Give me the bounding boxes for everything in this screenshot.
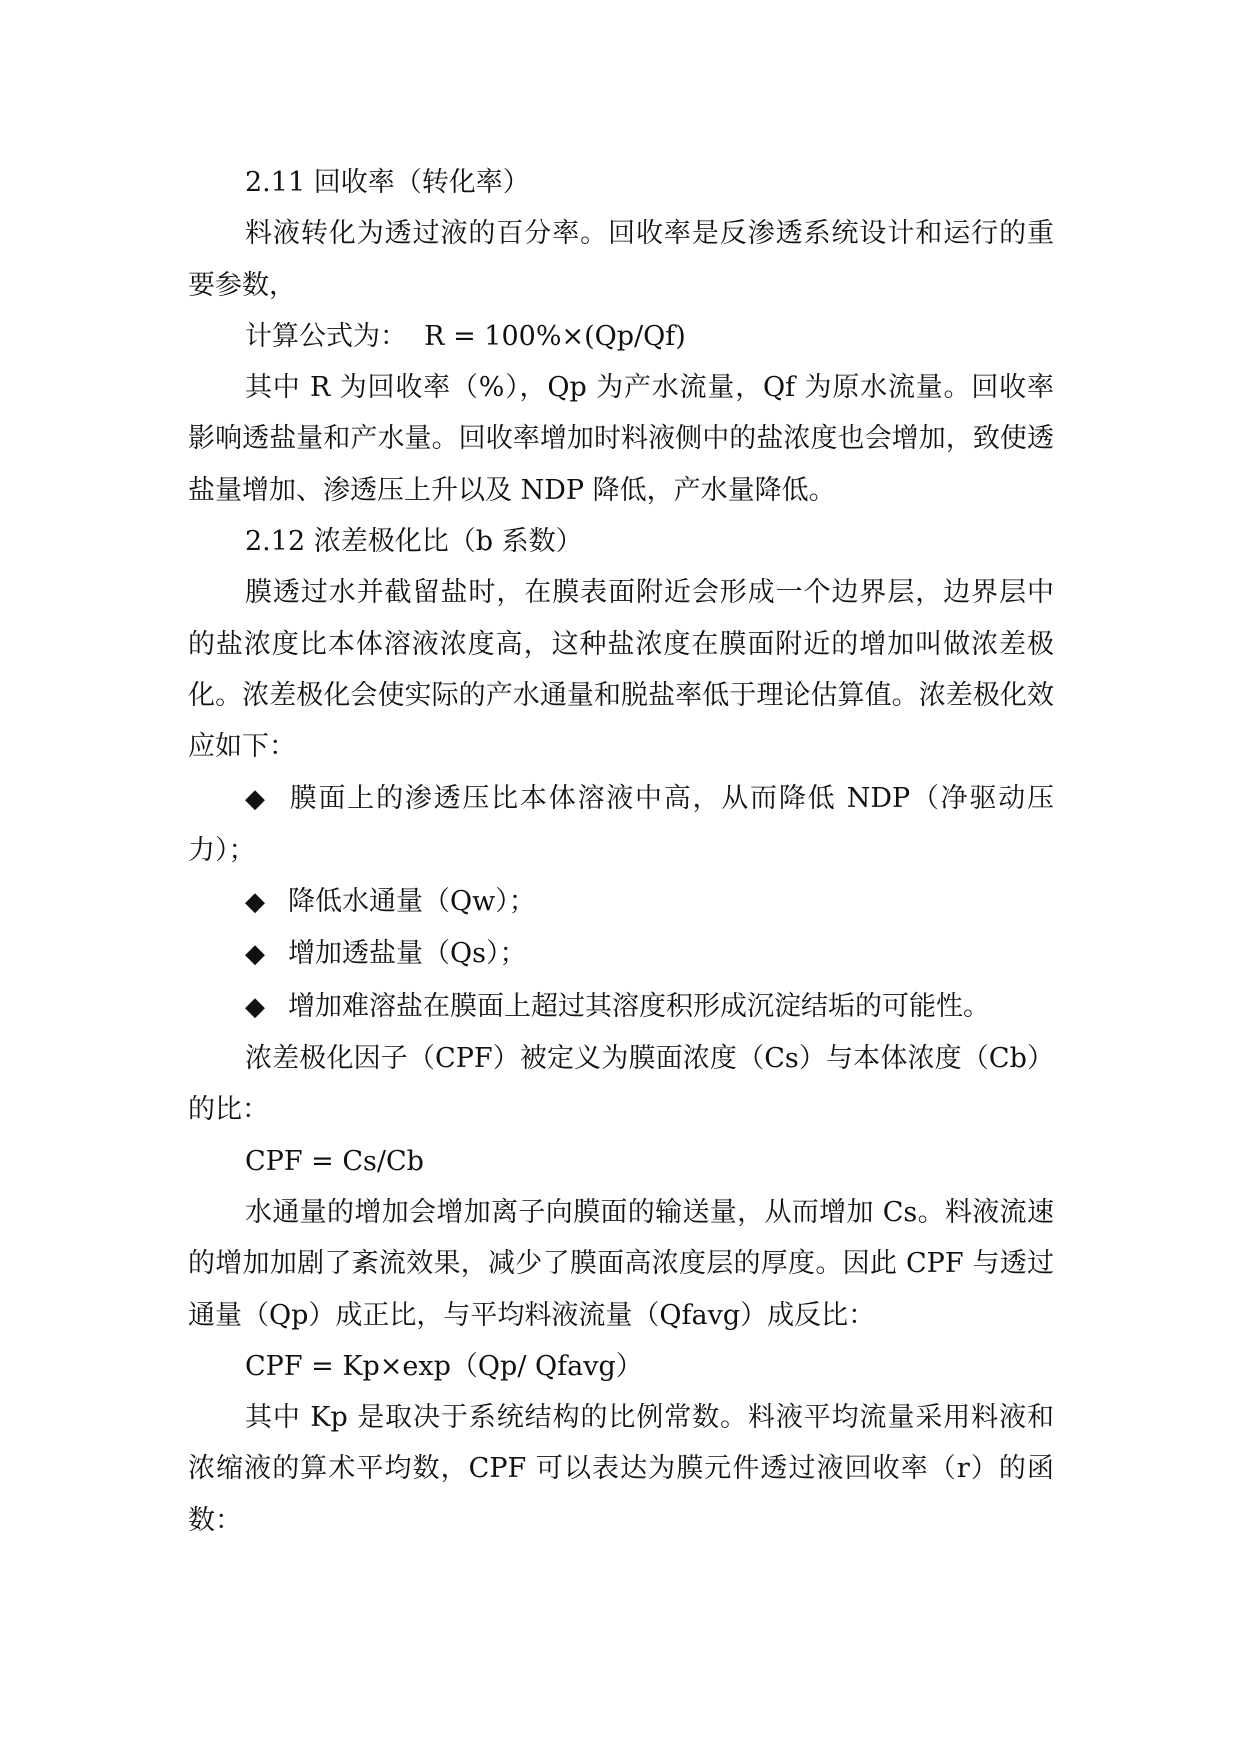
- paragraph-polarization-definition: 膜透过水并截留盐时，在膜表面附近会形成一个边界层，边界层中的盐浓度比本体溶液浓度高，这种盐浓度在膜面附近的增加叫做浓差极化。浓差极化会使实际的产水通量和脱盐率低于理论估算值。浓差极化效应如下：: [188, 577, 1054, 763]
- bullet-text: 降低水通量（Qw）；: [288, 886, 536, 918]
- document-body: [188, 157, 1054, 1546]
- paragraph-recovery-explanation: 其中 R 为回收率（%），Qp 为产水流量，Qf 为原水流量。回收率影响透盐量和产水量。回收率增加时料液侧中的盐浓度也会增加，致使透盐量增加、渗透压上升以及 NDP 降低，产水量降低。: [188, 372, 1054, 506]
- section-heading-recovery: 2.11 回收率（转化率）: [245, 167, 530, 198]
- bullet-item: [188, 773, 1054, 877]
- diamond-bullet-icon: ◆: [245, 939, 265, 970]
- bullet-item: [188, 876, 1054, 928]
- paragraph-cpf-definition: 浓差极化因子（CPF）被定义为膜面浓度（Cs）与本体浓度（Cb）的比：: [188, 1043, 1054, 1126]
- bullet-item: [188, 981, 1054, 1033]
- bullet-item: [188, 928, 1054, 980]
- bullet-text: 增加难溶盐在膜面上超过其溶度积形成沉淀结垢的可能性。: [288, 990, 990, 1022]
- section-heading-polarization: 2.12 浓差极化比（b 系数）: [245, 526, 583, 558]
- bullet-text: 膜面上的渗透压比本体溶液中高，从而降低 NDP（净驱动压力）；: [188, 782, 1054, 866]
- paragraph-kp-definition: 其中 Kp 是取决于系统结构的比例常数。料液平均流量采用料液和浓缩液的算术平均数，CPF 可以表达为膜元件透过液回收率（r）的函数：: [188, 1402, 1054, 1536]
- formula-cpf-exp: CPF = Kp×exp（Qp/ Qfavg）: [245, 1350, 643, 1382]
- formula-cpf-ratio: CPF = Cs/Cb: [245, 1145, 424, 1177]
- bullet-text: 增加透盐量（Qs）；: [288, 938, 527, 970]
- formula-recovery: 计算公式为： R = 100%×(Qp/Qf): [245, 320, 686, 352]
- paragraph-cpf-factors: 水通量的增加会增加离子向膜面的输送量，从而增加 Cs。料液流速的增加加剧了紊流效果，减少了膜面高浓度层的厚度。因此 CPF 与透过通量（Qp）成正比，与平均料液流量（Qfavg）成反比：: [188, 1196, 1054, 1331]
- diamond-bullet-icon: ◆: [245, 783, 265, 814]
- paragraph-recovery-definition: 料液转化为透过液的百分率。回收率是反渗透系统设计和运行的重要参数，: [188, 218, 1054, 301]
- diamond-bullet-icon: ◆: [245, 887, 265, 918]
- diamond-bullet-icon: ◆: [245, 991, 265, 1022]
